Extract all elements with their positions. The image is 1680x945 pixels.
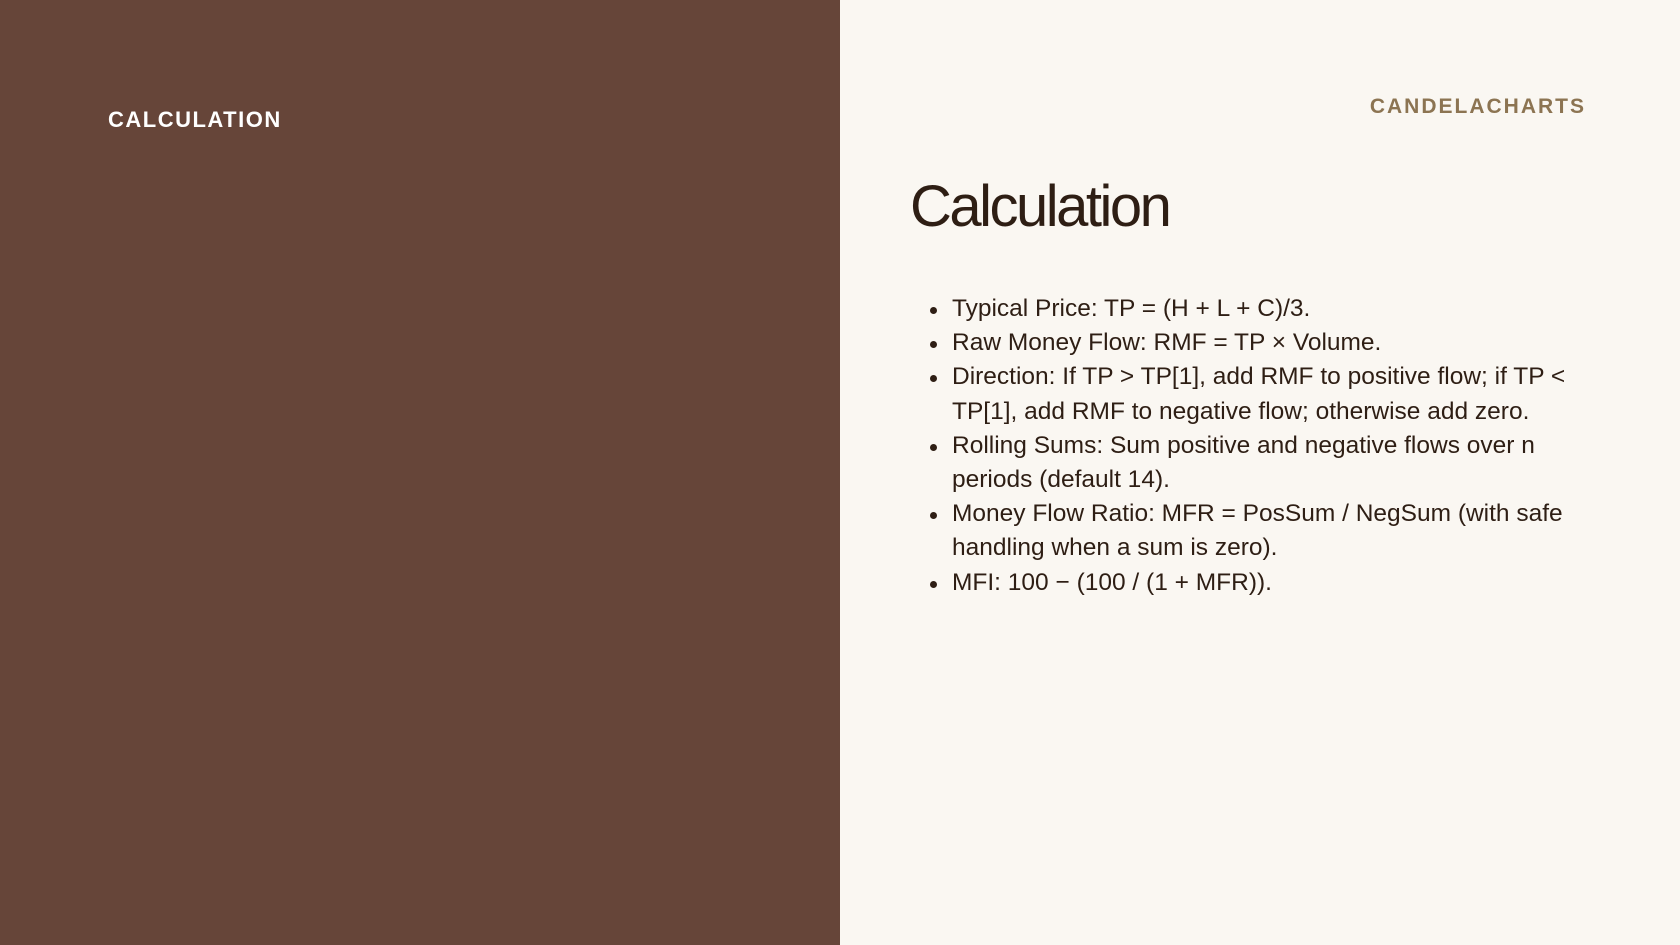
list-item-direction: Direction: If TP > TP[1], add RMF to positive flow; if TP < TP[1], add RMF to negative flow; otherwise add zero. [952,360,1572,428]
section-label: CALCULATION [108,107,282,132]
list-item-money-flow-ratio: Money Flow Ratio: MFR = PosSum / NegSum (with safe handling when a sum is zero). [952,497,1572,565]
list-item-typical-price: Typical Price: TP = (H + L + C)/3. [952,292,1572,326]
list-item-raw-money-flow: Raw Money Flow: RMF = TP × Volume. [952,326,1572,360]
calculation-steps-list [910,292,1572,600]
right-panel [840,0,1680,945]
page-title: Calculation [910,174,1170,239]
list-item-rolling-sums: Rolling Sums: Sum positive and negative flows over n periods (default 14). [952,429,1572,497]
brand-name: CANDELACHARTS [1369,95,1586,118]
list-item-mfi: MFI: 100 − (100 / (1 + MFR)). [952,566,1572,600]
